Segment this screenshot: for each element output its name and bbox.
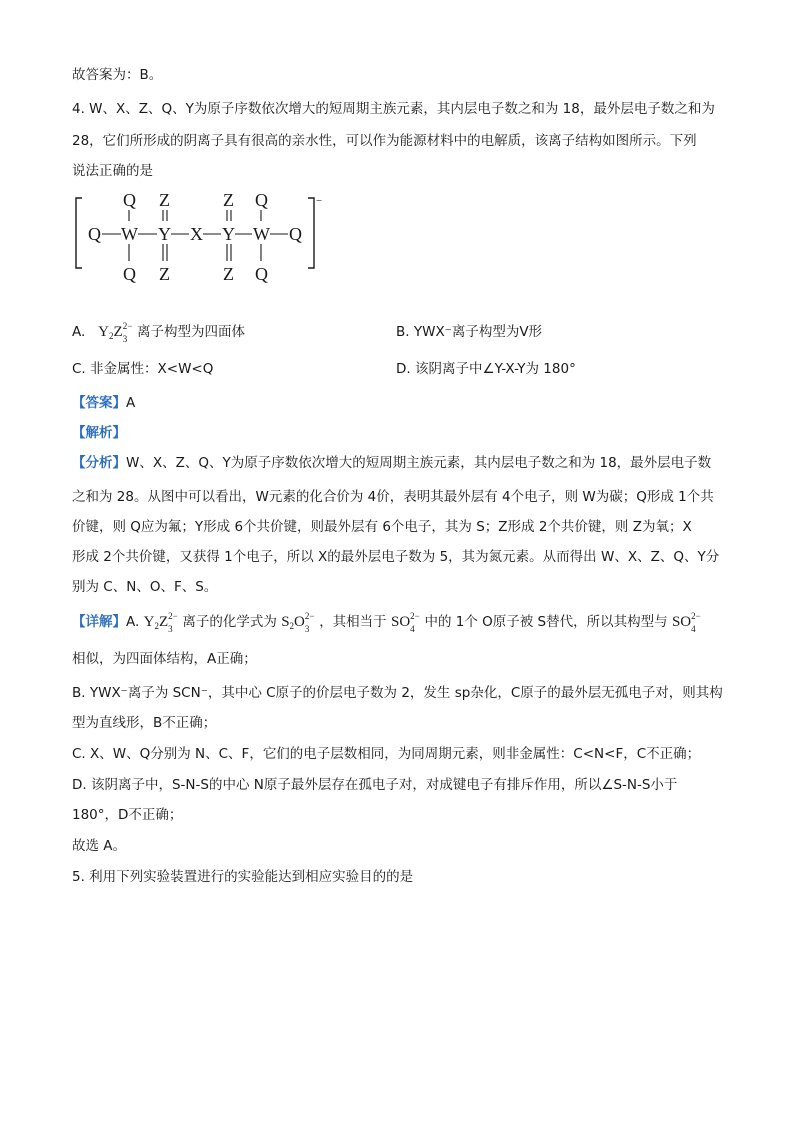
- atom-z: Z: [159, 190, 170, 210]
- atom-q: Q: [255, 264, 268, 284]
- atom-q: Q: [123, 264, 136, 284]
- atom-z: Z: [223, 190, 234, 210]
- detail-line3: B. YWX⁻离子为 SCN⁻，其中心 C原子的价层电子数为 2，发生 sp杂化，C原子的最外层无孤电子对，则其构: [72, 685, 723, 701]
- atom-w: W: [253, 224, 270, 244]
- fenxi-line2: 之和为 28。从图中可以看出，W元素的化合价为 4价，表明其最外层有 4个电子，则 W为碳；Q形成 1个共: [72, 489, 714, 505]
- option-d: D. 该阴离子中∠Y-X-Y为 180°: [396, 361, 576, 377]
- option-a: A. $Y_2Z$ 2− 3 离子构型为四面体: [72, 321, 245, 344]
- atom-q: Q: [123, 190, 136, 210]
- question-4-line3: 说法正确的是: [72, 163, 153, 179]
- fenxi-line3: 价键，则 Q应为氟；Y形成 6个共价键，则最外层有 6个电子，其为 S；Z形成 2个共价键，则 Z为氧；X: [72, 519, 692, 535]
- question-5: 5. 利用下列实验装置进行的实验能达到相应实验目的的是: [72, 869, 414, 885]
- detail-line2: 相似，为四面体结构，A正确；: [72, 651, 257, 667]
- detail-line7: 180°，D不正确；: [72, 807, 183, 823]
- fenxi-line5: 别为 C、N、O、F、S。: [72, 579, 218, 595]
- atom-z: Z: [223, 264, 234, 284]
- question-4-line1: 4. W、X、Z、Q、Y为原子序数依次增大的短周期主族元素，其内层电子数之和为 18，最外层电子数之和为: [72, 101, 715, 117]
- question-4-line2: 28，它们所形成的阴离子具有很高的亲水性，可以作为能源材料中的电解质，该离子结构如图所示。下列: [72, 133, 697, 149]
- atom-z: Z: [159, 264, 170, 284]
- detail-line5: C. X、W、Q分别为 N、C、F，它们的电子层数相同，为同周期元素，则非金属性：C<N<F，C不正确；: [72, 746, 701, 762]
- atom-q: Q: [255, 190, 268, 210]
- detail-line8: 故选 A。: [72, 838, 127, 854]
- atom-y: Y: [222, 224, 235, 244]
- option-c: C. 非金属性：X<W<Q: [72, 361, 214, 377]
- atom-y: Y: [158, 224, 171, 244]
- fenxi-line4: 形成 2个共价键，又获得 1个电子，所以 X的最外层电子数为 5，其为氮元素。从而得出 W、X、Z、Q、Y分: [72, 549, 720, 565]
- atom-x: X: [190, 224, 203, 244]
- detail-line4: 型为直线形，B不正确；: [72, 715, 217, 731]
- charge-sign: −: [316, 195, 323, 207]
- atom-w: W: [121, 224, 138, 244]
- fenxi-line1: 【分析】W、X、Z、Q、Y为原子序数依次增大的短周期主族元素，其内层电子数之和为 18，最外层电子数: [72, 455, 712, 471]
- detail-line1: 【详解】A. $Y_2Z$ 2− 3 离子的化学式为 $S_2O$ 2− 3 ，其相当于 SO 2− 4 中的 1个 O原子被 S替代，所以其构型与 SO 2− 4: [72, 611, 701, 634]
- detail-line6: D. 该阴离子中，S-N-S的中心 N原子最外层存在孤电子对，对成键电子有排斥作用，所以∠S-N-S小于: [72, 777, 678, 793]
- atom-q: Q: [88, 224, 101, 244]
- answer-line: 【答案】A: [72, 395, 136, 411]
- ion-structure-diagram: [60, 188, 340, 298]
- line-prev-answer: 故答案为：B。: [72, 67, 163, 83]
- analysis-tag: 【解析】: [72, 425, 126, 441]
- atom-q: Q: [289, 224, 302, 244]
- option-b: B. YWX⁻离子构型为V形: [396, 324, 543, 340]
